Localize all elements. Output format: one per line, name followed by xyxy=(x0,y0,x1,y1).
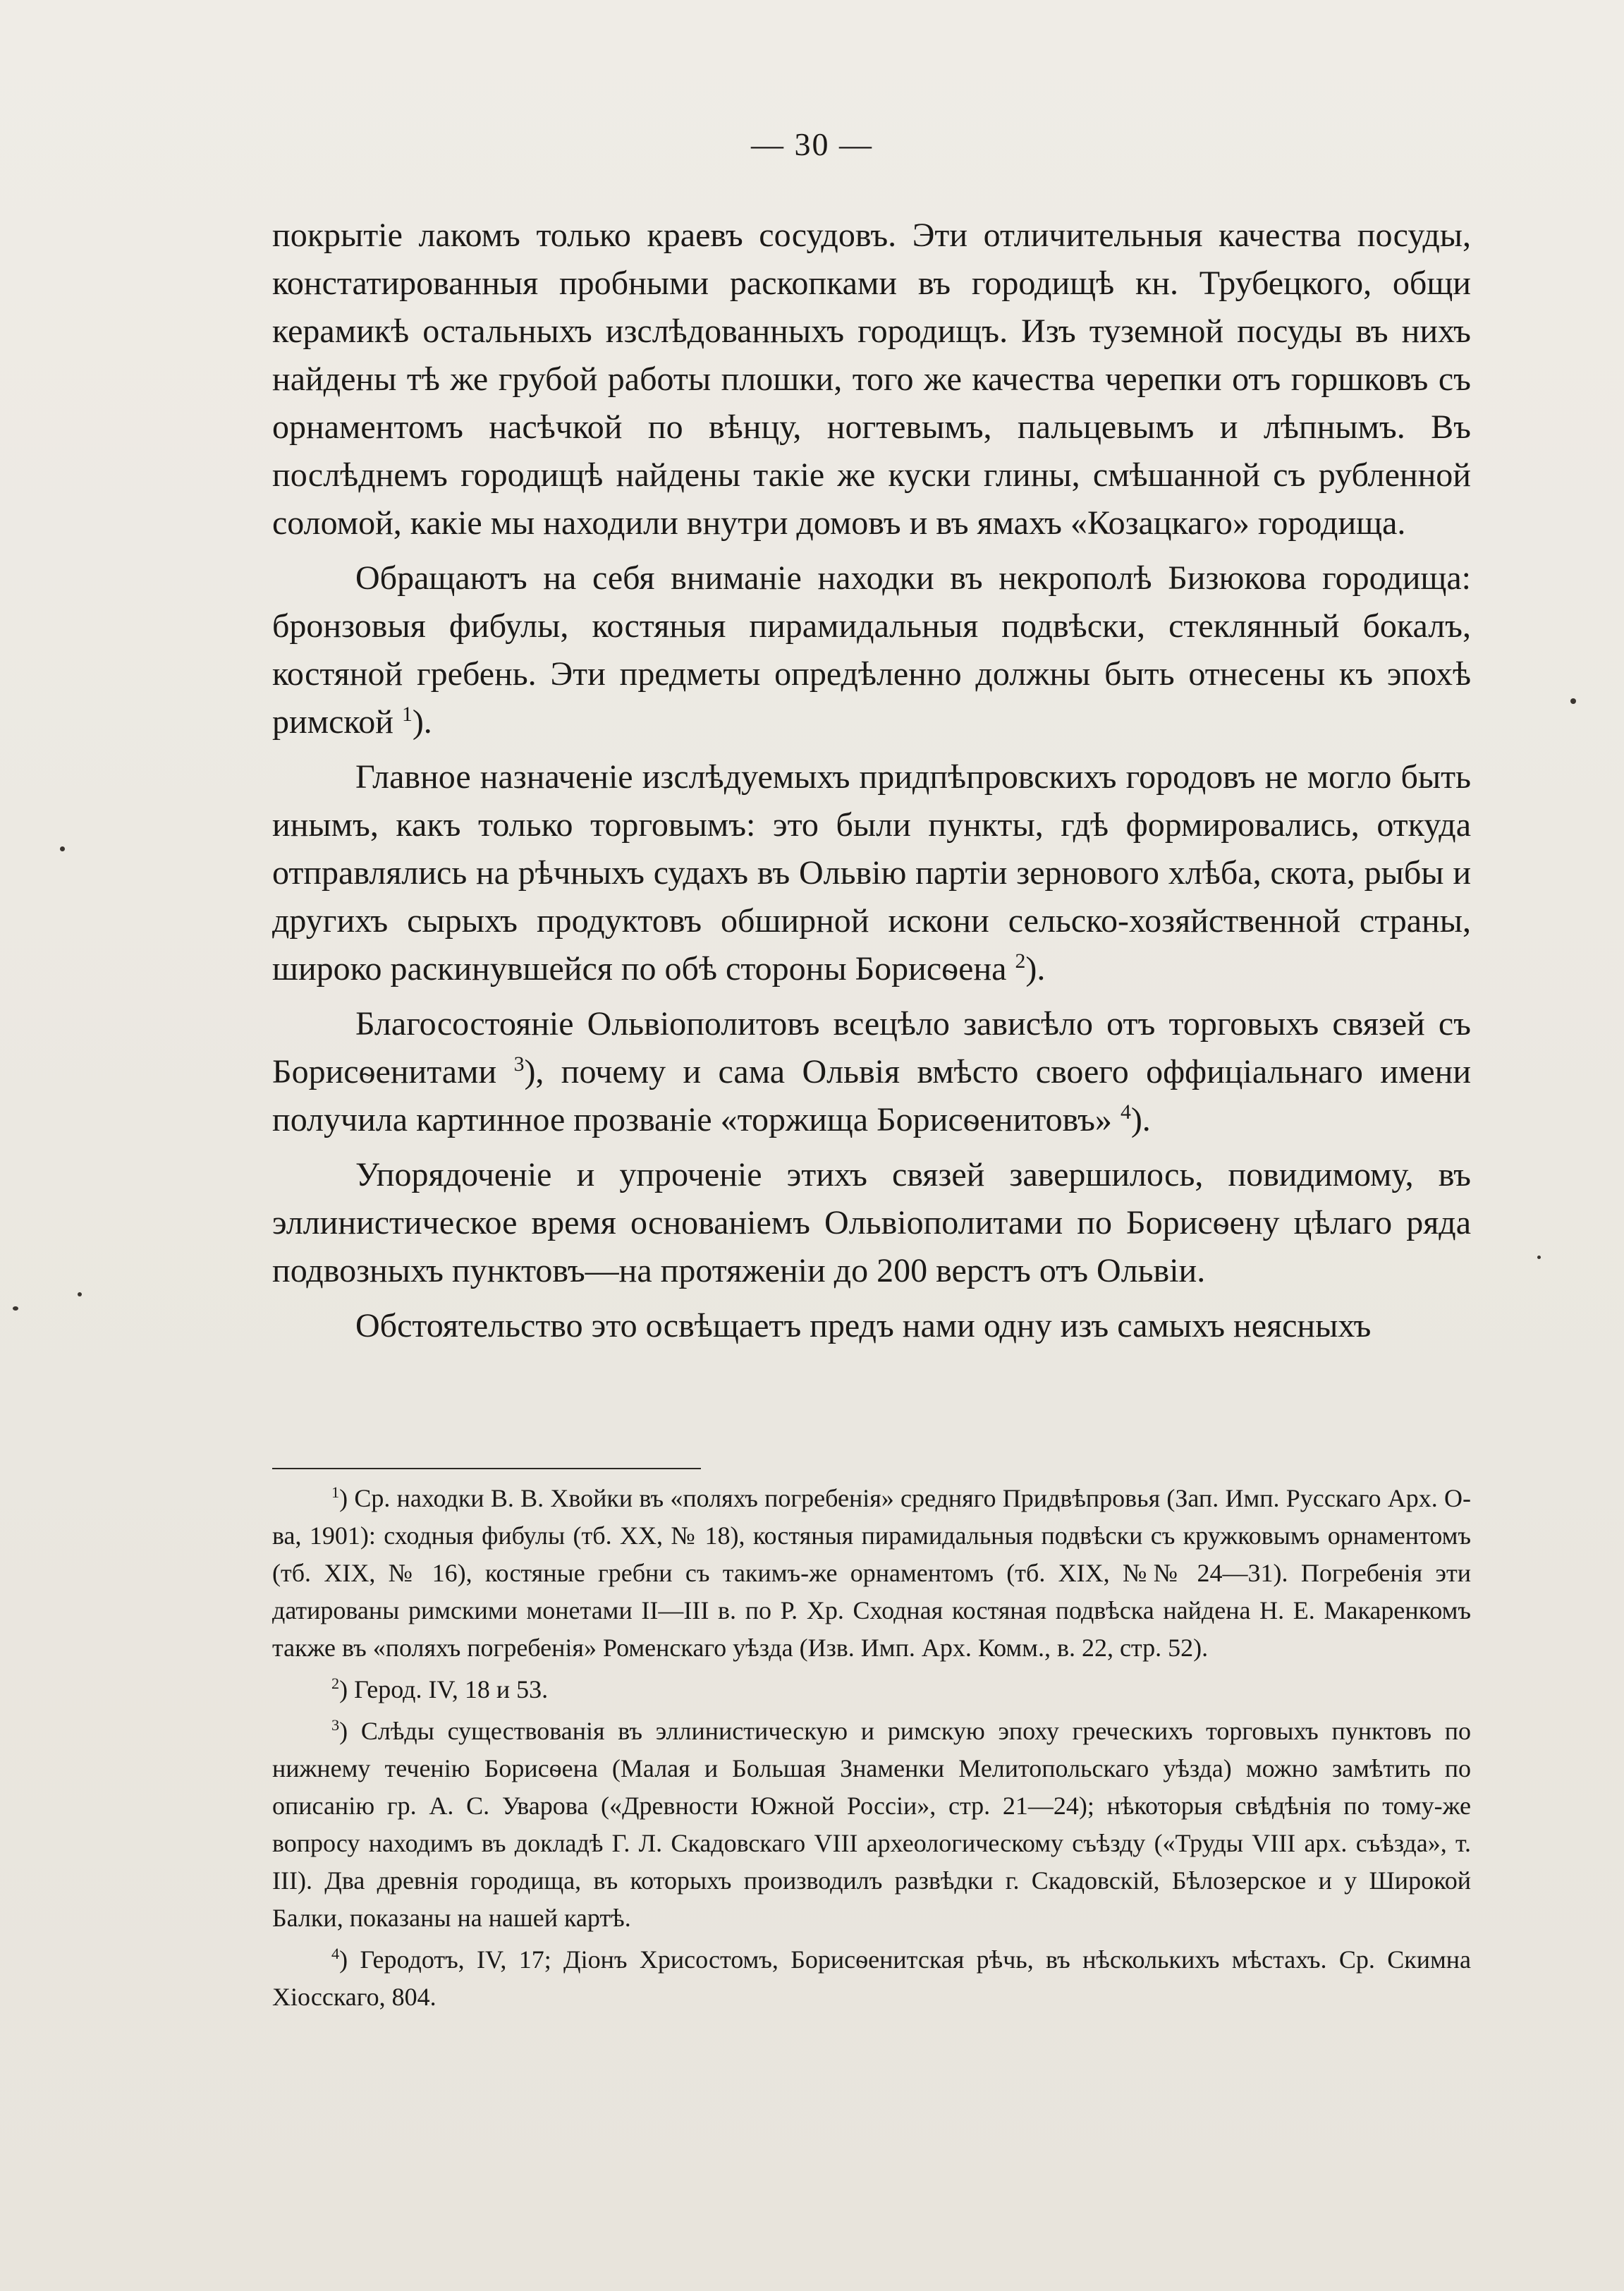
paragraph-text: Упорядоченіе и упроченіе этихъ связей завершилось, повидимому, въ эллинистическое время основаніемъ Ольвіополитами по Борисѳену цѣлаго ряда подвозныхъ пунктовъ—на протяженіи до 200 верстъ отъ Ольвіи. xyxy=(272,1156,1471,1289)
footnote-ref[interactable]: 1 xyxy=(401,703,413,726)
scan-speck xyxy=(13,1306,18,1311)
scan-speck xyxy=(78,1292,82,1296)
scan-speck xyxy=(1570,698,1576,704)
paragraph-tail: . xyxy=(1142,1101,1151,1138)
page-number: — 30 — xyxy=(751,126,873,162)
footnote-ref[interactable]: 4 xyxy=(1120,1100,1131,1124)
footnote-2: $^2$) Герод. IV, 18 и 53. xyxy=(331,1675,549,1703)
footnotes xyxy=(272,1480,1471,2020)
scan-speck xyxy=(1537,1256,1541,1259)
paragraph-4: Благосостояніе Ольвіополитовъ всецѣло зависѣло отъ торговыхъ связей съ Борисѳенитами $^3$), почему и сама Ольвія вмѣсто своего оффиціальнаго имени получила картинное прозваніе «торжища Борисѳенитовъ» $^4$). xyxy=(272,1005,1472,1138)
footnote-1: $^1$) Ср. находки В. В. Хвойки въ «поляхъ погребенія» средняго Придвѣпровья (Зап. Имп. Русскаго Арх. О-ва, 1901): сходныя фибулы (тб. XX, № 18), костяныя пирамидальныя подвѣски съ кружковымъ орнаментомъ (тб. XIX, № 16), костяные гребни съ такимъ-же орнаментомъ (тб. XIX, №№ 24—31). Погребенія эти датированы римскими монетами II—III в. по Р. Хр. Сходная костяная подвѣска найдена Н. Е. Макаренкомъ также въ «поляхъ погребенія» Роменскаго уѣзда (Изв. Имп. Арх. Комм., в. 22, стр. 52). xyxy=(272,1483,1471,1662)
scan-speck xyxy=(60,846,65,851)
paragraph-5 xyxy=(272,1151,1471,1295)
footnote-mark: 3 xyxy=(331,1716,340,1734)
footnote-text: Герод. IV, 18 и 53. xyxy=(354,1675,549,1703)
paragraph-text: Обстоятельство это освѣщаетъ предъ нами одну изъ самыхъ неясныхъ xyxy=(355,1307,1372,1344)
paragraph-1 xyxy=(272,212,1471,547)
footnote-ref[interactable]: 3 xyxy=(513,1052,525,1076)
footnote-mark: 4 xyxy=(331,1945,340,1962)
footnote-divider xyxy=(272,1468,701,1469)
paragraph-6 xyxy=(272,1302,1471,1350)
paragraph-text: Обращаютъ на себя вниманіе находки въ некрополѣ Бизюкова городища: бронзовыя фибулы, костяныя пирамидальныя подвѣски, стеклянный бокалъ, костяной гребень. Эти предметы опредѣленно должны быть отнесены къ эпохѣ римской xyxy=(272,559,1471,741)
paragraph-3: Главное назначеніе изслѣдуемыхъ придпѣпровскихъ городовъ не могло быть инымъ, какъ только торговымъ: это были пункты, гдѣ формировались, откуда отправлялись на рѣчныхъ судахъ въ Ольвію партіи зернового хлѣба, скота, рыбы и другихъ сырыхъ продуктовъ обширной искони сельско-хозяйственной страны, широко раскинувшейся по обѣ стороны Борисѳена $^2$). xyxy=(272,758,1471,988)
footnote-mark: 2 xyxy=(331,1675,340,1692)
footnote-text: Ср. находки В. В. Хвойки въ «поляхъ погребенія» средняго Придвѣпровья (Зап. Имп. Русскаго Арх. О-ва, 1901): сходныя фибулы (тб. XX, № 18), костяныя пирамидальныя подвѣски съ кружковымъ орнаментомъ (тб. XIX, № 16), костяные гребни съ такимъ-же орнаментомъ (тб. XIX, №№ 24—31). Погребенія эти датированы римскими монетами II—III в. по Р. Хр. Сходная костяная подвѣска найдена Н. Е. Макаренкомъ также въ «поляхъ погребенія» Роменскаго уѣзда (Изв. Имп. Арх. Комм., в. 22, стр. 52). xyxy=(272,1484,1471,1662)
paragraph-tail: . xyxy=(423,703,432,741)
footnote-4: $^4$) Геродотъ, IV, 17; Діонъ Хрисостомъ, Борисѳенитская рѣчь, въ нѣсколькихъ мѣстахъ. Ср. Скимна Хіосскаго, 804. xyxy=(272,1945,1471,2011)
footnote-text: Геродотъ, IV, 17; Діонъ Хрисостомъ, Борисѳенитская рѣчь, въ нѣсколькихъ мѣстахъ. Ср. Скимна Хіосскаго, 804. xyxy=(272,1945,1471,2011)
paragraph-tail: . xyxy=(1037,950,1046,988)
paragraph-2: Обращаютъ на себя вниманіе находки въ некрополѣ Бизюкова городища: бронзовыя фибулы, костяныя пирамидальныя подвѣски, стеклянный бокалъ, костяной гребень. Эти предметы опредѣленно должны быть отнесены къ эпохѣ римской $^1$). xyxy=(272,559,1471,741)
footnote-ref[interactable]: 2 xyxy=(1015,949,1026,973)
paragraph-text: Благосостояніе Ольвіополитовъ всецѣло зависѣло отъ торговыхъ связей съ Борисѳенитами xyxy=(272,1005,1471,1090)
paragraph-text: покрытіе лакомъ только краевъ сосудовъ. Эти отличительныя качества посуды, констатированныя пробными раскопками въ городищѣ кн. Трубецкого, общи керамикѣ остальныхъ изслѣдованныхъ городищъ. Изъ туземной посуды въ нихъ найдены тѣ же грубой работы плошки, того же качества черепки отъ горшковъ съ орнаментомъ насѣчкой по вѣнцу, ногтевымъ, пальцевымъ и лѣпнымъ. Въ послѣднемъ городищѣ найдены такіе же куски глины, смѣшанной съ рубленной соломой, какіе мы находили внутри домовъ и въ ямахъ «Козацкаго» городища. xyxy=(272,217,1471,542)
main-text xyxy=(272,212,1471,1357)
footnote-text: Слѣды существованія въ эллинистическую и римскую эпоху греческихъ торговыхъ пунктовъ по нижнему теченію Борисѳена (Малая и Большая Знаменки Мелитопольскаго уѣзда) можно замѣтить по описанію гр. А. С. Уварова («Древности Южной Россіи», стр. 21—24); нѣкоторыя свѣдѣнія по тому-же вопросу находимъ въ докладѣ Г. Л. Скадовскаго VIII археологическому съѣзду («Труды VIII арх. съѣзда», т. III). Два древнія городища, въ которыхъ производилъ развѣдки г. Скадовскій, Бѣлозерское и у Широкой Балки, показаны на нашей картѣ. xyxy=(272,1717,1471,1932)
paragraph-text: Главное назначеніе изслѣдуемыхъ придпѣпровскихъ городовъ не могло быть инымъ, какъ только торговымъ: это были пункты, гдѣ формировались, откуда отправлялись на рѣчныхъ судахъ въ Ольвію партіи зернового хлѣба, скота, рыбы и другихъ сырыхъ продуктовъ обширной искони сельско-хозяйственной страны, широко раскинувшейся по обѣ стороны Борисѳена xyxy=(272,758,1471,988)
footnote-mark: 1 xyxy=(331,1483,340,1501)
paragraph-tail: , почему и сама Ольвія вмѣсто своего оффиціальнаго имени получила картинное прозваніе «торжища Борисѳенитовъ» xyxy=(272,1053,1472,1138)
footnote-3: $^3$) Слѣды существованія въ эллинистическую и римскую эпоху греческихъ торговыхъ пунктовъ по нижнему теченію Борисѳена (Малая и Большая Знаменки Мелитопольскаго уѣзда) можно замѣтить по описанію гр. А. С. Уварова («Древности Южной Россіи», стр. 21—24); нѣкоторыя свѣдѣнія по тому-же вопросу находимъ въ докладѣ Г. Л. Скадовскаго VIII археологическому съѣзду («Труды VIII арх. съѣзда», т. III). Два древнія городища, въ которыхъ производилъ развѣдки г. Скадовскій, Бѣлозерское и у Широкой Балки, показаны на нашей картѣ. xyxy=(272,1716,1471,1932)
